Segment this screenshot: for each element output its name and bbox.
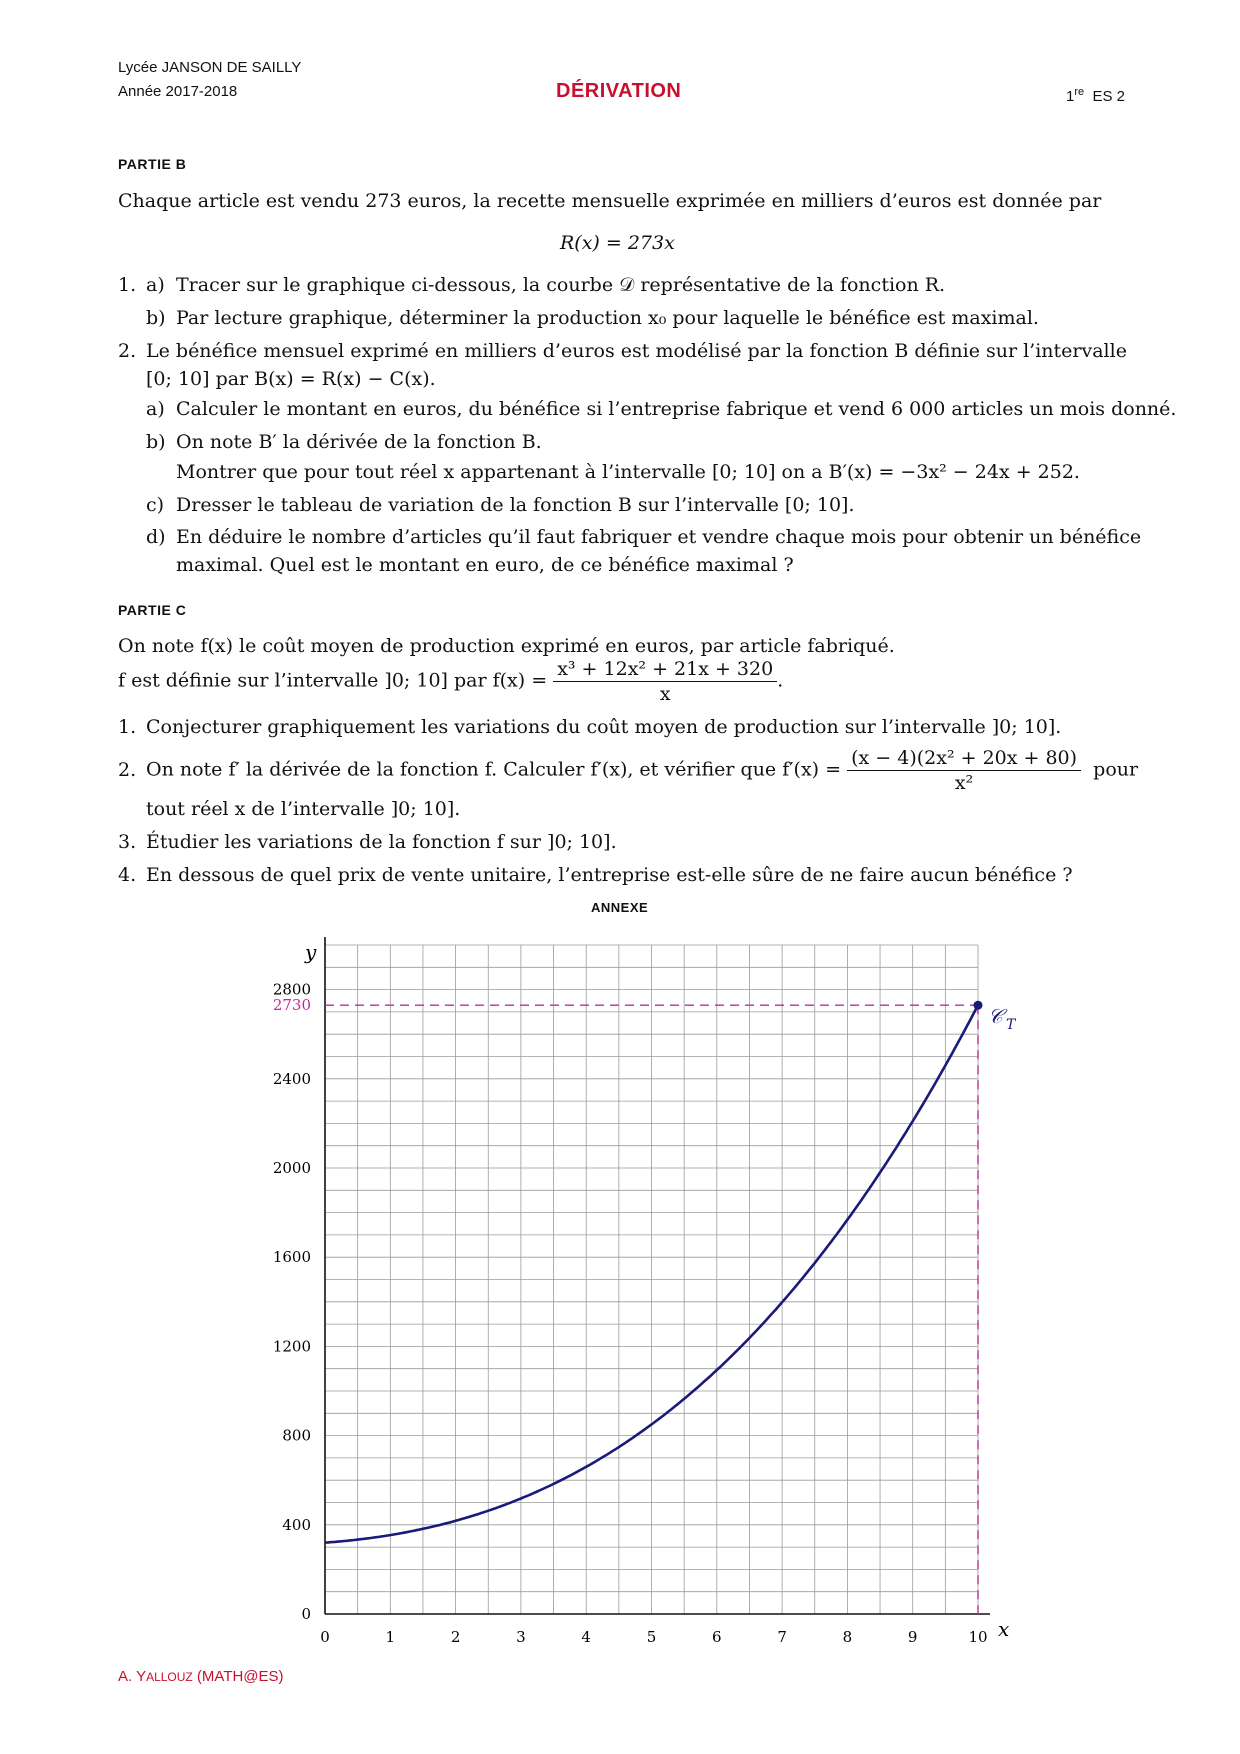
chart-axes xyxy=(325,937,990,1614)
x-tick-label: 4 xyxy=(581,1628,591,1646)
x-tick-label: 2 xyxy=(450,1628,461,1646)
f-fraction: $\frac{\text{x³ + 12x² + 21x + 320}}{x}$ xyxy=(553,657,777,706)
b-question-2-line2: [0; 10] par B(x) = R(x) − C(x). xyxy=(146,368,436,390)
f-definition: f est définie sur l’intervalle ]0; 10] par f(x) = $\frac{\text{x³ + 12x² + 21x + 320}}{x}$ . xyxy=(118,658,784,705)
partie-c-intro: On note f(x) le coût moyen de production exprimé en euros, par article fabriqué. xyxy=(118,635,895,657)
x-tick-label: 1 xyxy=(385,1628,396,1646)
b-question-1b: b) Par lecture graphique, déterminer la production x₀ pour laquelle le bénéfice est maximal. xyxy=(146,307,1039,329)
x-tick-label: 10 xyxy=(968,1628,988,1646)
fprime-fraction: $\frac{\text{(x − 4)(2x² + 20x + 80)}}{\text{x²}}$ xyxy=(847,746,1081,795)
footer-author: A. YALLOUZ (MATH@ES) xyxy=(118,1668,284,1685)
x-tick-label: 9 xyxy=(907,1628,918,1646)
x-tick-label: 3 xyxy=(516,1628,526,1646)
y-axis-label: y xyxy=(305,940,317,964)
b-question-2d: d) En déduire le nombre d’articles qu’il faut fabriquer et vendre chaque mois pour obtenir un bénéfice xyxy=(146,526,1142,548)
b-question-2b: b) On note B′ la dérivée de la fonction B. xyxy=(146,431,542,453)
x-axis-label: x xyxy=(998,1617,1010,1641)
y-tick-label: 400 xyxy=(282,1515,311,1534)
c-question-3: 3. Étudier les variations de la fonction f sur ]0; 10]. xyxy=(118,831,617,853)
class-label: 1re ES 2 xyxy=(1066,86,1125,105)
x-tick-label: 0 xyxy=(320,1628,330,1646)
curve-label-sub: T xyxy=(1006,1017,1016,1034)
school-year: Année 2017-2018 xyxy=(118,83,238,100)
endpoint-dot xyxy=(974,1001,983,1010)
b-question-1a: 1. a) Tracer sur le graphique ci-dessous, la courbe 𝒟 représentative de la fonction R. xyxy=(118,274,946,296)
curve-label: 𝒞 xyxy=(988,1004,1003,1029)
x-tick-label: 8 xyxy=(842,1628,853,1646)
y-tick-label: 2000 xyxy=(272,1159,311,1177)
y-tick-label: 800 xyxy=(282,1426,311,1445)
b-question-2a: a) Calculer le montant en euros, du bénéfice si l’entreprise fabrique et vend 6 000 articles un mois donné. xyxy=(146,398,1177,420)
y-tick-label: 0 xyxy=(301,1605,311,1623)
b-question-2: 2. Le bénéfice mensuel exprimé en milliers d’euros est modélisé par la fonction B définie sur l’intervalle xyxy=(118,340,1127,362)
partie-b-heading: PARTIE B xyxy=(118,156,187,172)
b-question-2b-line2: Montrer que pour tout réel x appartenant à l’intervalle [0; 10] on a B′(x) = −3x² − 24x + 252. xyxy=(176,461,1080,483)
c-question-2-line2: tout réel x de l’intervalle ]0; 10]. xyxy=(146,798,461,820)
y-tick-label: 2800 xyxy=(272,980,311,999)
b-question-2c: c) Dresser le tableau de variation de la fonction B sur l’intervalle [0; 10]. xyxy=(146,494,855,516)
x-tick-label: 7 xyxy=(777,1628,787,1646)
partie-c-heading: PARTIE C xyxy=(118,602,187,618)
c-question-2: 2. On note f′ la dérivée de la fonction f. Calculer f′(x), et vérifier que f′(x) = $\frac{\text{(x − 4)(2x² + 20x + 80)}}{\text{x²}}$ pour xyxy=(118,747,1139,794)
chart-grid xyxy=(325,945,978,1614)
school-name: Lycée JANSON DE SAILLY xyxy=(118,59,302,76)
x-tick-label: 6 xyxy=(712,1628,722,1646)
y-tick-label: 1200 xyxy=(272,1337,311,1356)
page-title: DÉRIVATION xyxy=(556,80,682,102)
annexe-heading: ANNEXE xyxy=(591,900,649,915)
x-tick-label: 5 xyxy=(646,1628,657,1646)
y-tick-label: 2400 xyxy=(272,1069,311,1088)
chart-labels xyxy=(273,940,1017,1646)
y-tick-label: 1600 xyxy=(272,1248,311,1267)
highlight-value-label: 2730 xyxy=(272,996,311,1015)
partie-b-intro: Chaque article est vendu 273 euros, la recette mensuelle exprimée en milliers d’euros est donnée par xyxy=(118,190,1102,212)
recette-formula: R(x) = 273x xyxy=(560,232,675,254)
c-question-4: 4. En dessous de quel prix de vente unitaire, l’entreprise est-elle sûre de ne faire aucun bénéfice ? xyxy=(118,864,1073,886)
b-question-2d-line2: maximal. Quel est le montant en euro, de ce bénéfice maximal ? xyxy=(176,554,794,576)
c-question-1: 1. Conjecturer graphiquement les variations du coût moyen de production sur l’intervalle ]0; 10]. xyxy=(118,716,1062,738)
